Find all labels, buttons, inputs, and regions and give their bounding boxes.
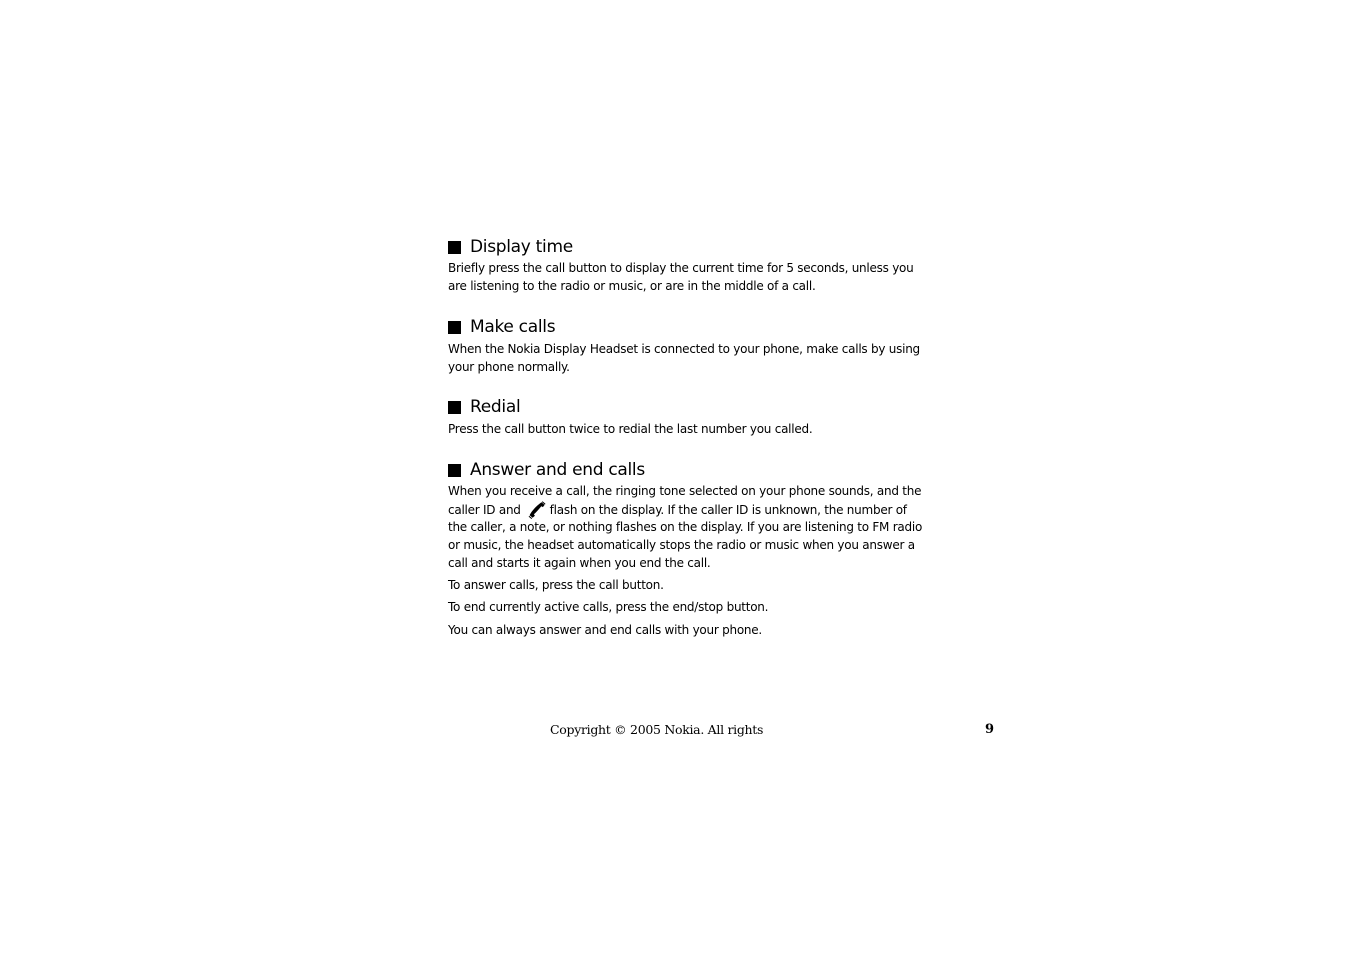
section-make-calls	[448, 316, 920, 376]
paragraph	[448, 341, 920, 376]
paragraph	[448, 483, 922, 573]
paragraph: You can always answer and end calls with your phone.	[448, 622, 762, 637]
text-line: Press the call button twice to redial the last number you called.	[448, 422, 813, 436]
section-redial	[448, 396, 812, 439]
square-bullet-icon	[448, 464, 461, 477]
heading-text: Answer and end calls	[470, 460, 645, 480]
heading-text: Redial	[470, 397, 521, 417]
text-line: the caller, a note, or nothing flashes on the display. If you are listening to FM radio	[448, 520, 923, 535]
section-heading	[448, 316, 920, 338]
text-line: are listening to the radio or music, or are in the middle of a call.	[448, 278, 816, 293]
phone-handset-icon	[526, 501, 546, 519]
paragraph: To end currently active calls, press the end/stop button.	[448, 600, 769, 615]
text-fragment: caller ID and	[448, 502, 521, 517]
heading-text: Make calls	[470, 317, 556, 337]
paragraph: To answer calls, press the call button.	[448, 578, 664, 593]
paragraph	[448, 260, 914, 295]
text-line: Briefly press the call button to display the current time for 5 seconds, unless you	[448, 261, 914, 275]
text-line: call and starts it again when you end the call.	[448, 555, 711, 570]
section-heading	[448, 459, 922, 481]
text-line: your phone normally.	[448, 359, 570, 374]
heading-text: Display time	[470, 237, 573, 257]
section-answer-and-end-calls	[448, 459, 922, 639]
text-line: When the Nokia Display Headset is connected to your phone, make calls by using	[448, 342, 920, 356]
footer-copyright: Copyright © 2005 Nokia. All rights	[550, 722, 764, 737]
section-heading	[448, 236, 914, 258]
text-line: When you receive a call, the ringing tone selected on your phone sounds, and the	[448, 484, 922, 498]
square-bullet-icon	[448, 321, 461, 334]
text-line	[448, 501, 922, 520]
square-bullet-icon	[448, 241, 461, 254]
section-display-time	[448, 236, 914, 295]
section-heading	[448, 396, 812, 418]
square-bullet-icon	[448, 401, 461, 414]
text-fragment: flash on the display. If the caller ID is unknown, the number of	[549, 502, 907, 517]
page-number: 9	[985, 722, 995, 737]
paragraph	[448, 421, 812, 439]
text-line: or music, the headset automatically stops the radio or music when you answer a	[448, 538, 915, 553]
